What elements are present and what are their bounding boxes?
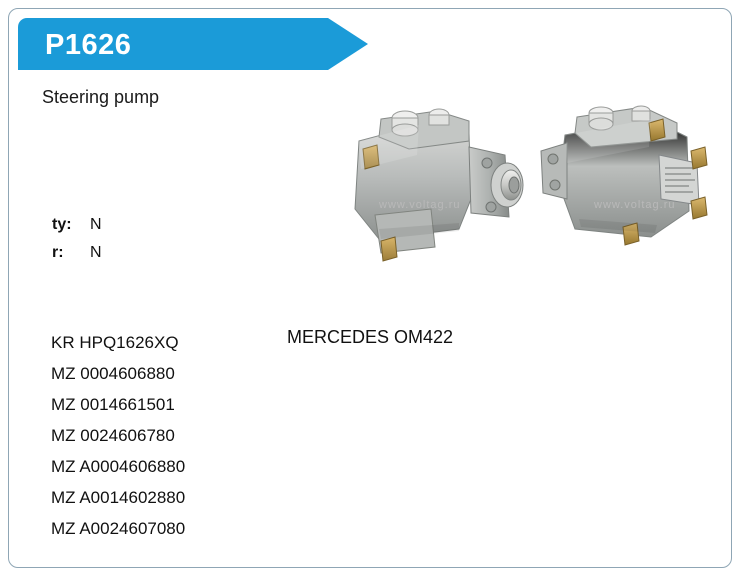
pump-photo-front [319, 89, 534, 279]
list-item: MZ A0024607080 [51, 519, 186, 538]
vehicle-application: MERCEDES OM422 [287, 327, 454, 347]
list-item: KR HPQ1626XQ [51, 333, 179, 352]
watermark-left: www.voltag.ru [379, 199, 461, 211]
spec-value: N [90, 244, 102, 261]
spec-label: r: [52, 244, 64, 261]
spec-list [52, 216, 102, 272]
list-item: MZ 0014661501 [51, 395, 175, 414]
reference-code-list [51, 327, 185, 544]
pump-photo-side [531, 89, 721, 279]
spec-value: N [90, 216, 102, 233]
page-title: P1626 [45, 29, 132, 61]
spec-row [52, 216, 102, 244]
product-images [309, 89, 729, 279]
list-item: MZ A0004606880 [51, 457, 186, 476]
list-item: MZ 0024606780 [51, 426, 175, 445]
list-item: MZ 0004606880 [51, 364, 175, 383]
product-card [8, 8, 732, 568]
product-name: Steering pump [42, 87, 160, 107]
list-item: MZ A0014602880 [51, 488, 186, 507]
spec-row [52, 244, 102, 272]
watermark-right: www.voltag.ru [594, 199, 676, 211]
spec-label: ty: [52, 216, 72, 233]
